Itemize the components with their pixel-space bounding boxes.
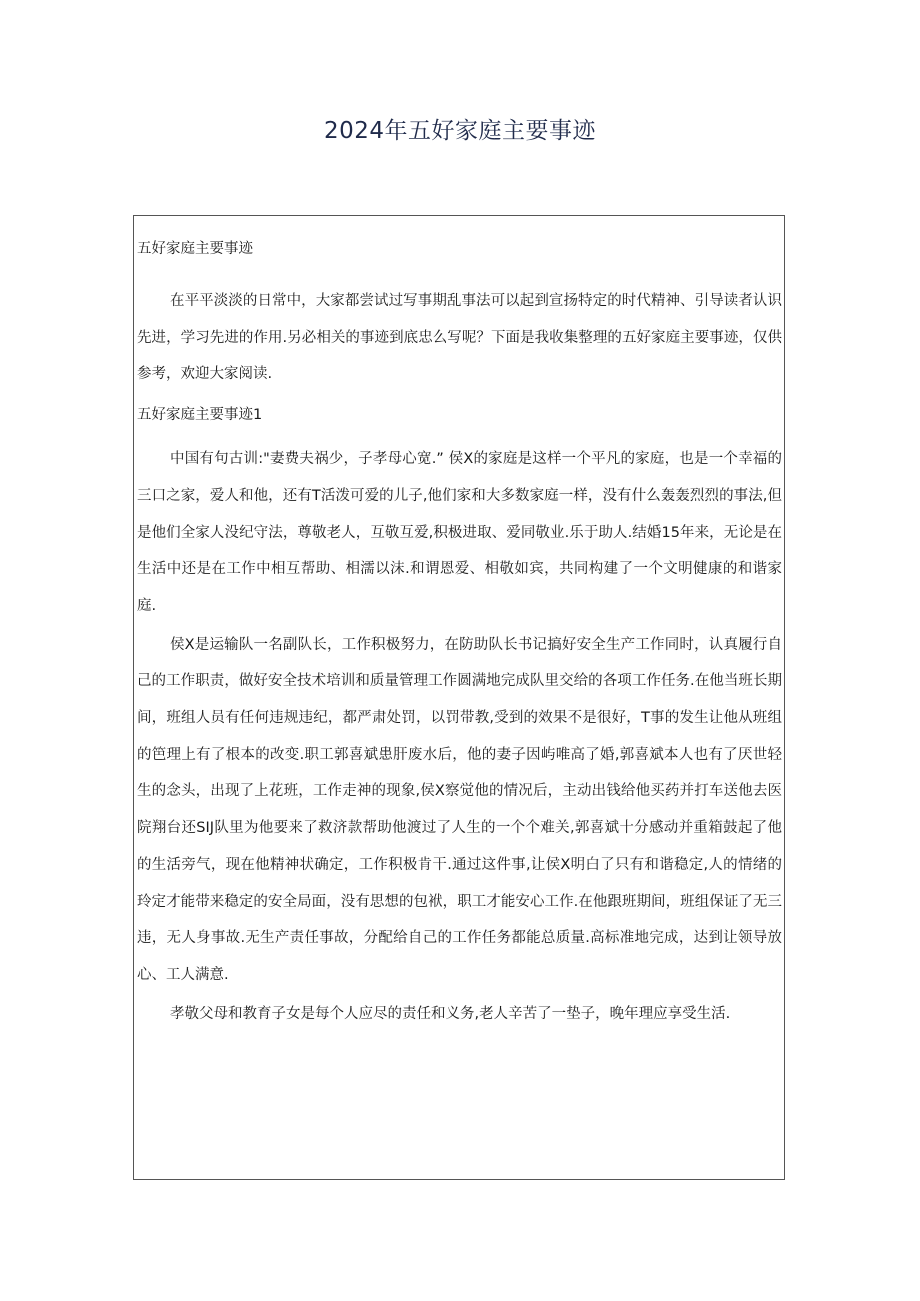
paragraph-work-deeds: 侯X是运输队一名副队长，工作积极努力，在防助队长书记搞好安全生产工作同时，认真履行自己的工作职责，做好安全技术培训和质量管理工作圆满地完成队里交给的各项工作任务.在他当班长期间，班组人员有任何违规违纪，都严肃处罚，以罚带教,受到的效果不是很好，T事的发生让他从班组的笆理上有了根本的改变.职工郭喜斌患肝废水后，他的妻子因屿唯高了婚,郭喜斌本人也有了厌世轻生的念头，出现了上花班，工作走神的现象,侯X察觉他的情况后，主动出钱给他买药并打车送他去医院翔台还SIJ队里为他要来了救济款帮助他渡过了人生的一个个难关,郭喜斌十分感动并重箱鼓起了他的生活旁气，现在他精神状确定，工作积极肯干.通过这件事,让侯X明白了只有和谐稳定,人的情绪的玲定才能带来稳定的安全局面，没有思想的包袱，职工才能安心工作.在他跟班期间，班组保证了无三违，无人身事故.无生产责任事故，分配给自己的工作任务都能总质量.高标准地完成，达到让领导放心、工人满意. xyxy=(137,636,782,983)
content-body xyxy=(137,238,782,1032)
document-title: 2024年五好家庭主要事迹 xyxy=(323,118,597,144)
intro-paragraph: 在平平淡淡的日常中，大家都尝试过写事期乱事法可以起到宣扬特定的时代精神、引导读者认识先进，学习先进的作用.另必相关的事迹到底忠么写呢？下面是我收集整理的五好家庭主要事迹，仅供参考，欢迎大家阅读. xyxy=(137,293,782,383)
section-heading: 五好家庭主要事迹1 xyxy=(137,407,263,424)
paragraph-family-intro: 中国有句古训:"妻费夫祸少，子孝母心宽.” 侯X的家庭是这样一个平凡的家庭，也是一个幸福的三口之家，爱人和他，还有T活泼可爱的儿子,他们家和大多数家庭一样，没有什么轰轰烈烈的事法,但是他们全家人没纪守法，尊敬老人，互敬互爱,积极进取、爱同敬业.乐于助人.结婚15年来，无论是在生活中还是在工作中相互帮助、相濡以沫.和谓恩爱、相敬如宾，共同构建了一个文明健康的和谐家庭. xyxy=(137,451,782,614)
content-box xyxy=(133,215,785,1180)
content-heading: 五好家庭主要事迹 xyxy=(137,241,253,257)
paragraph-filial-piety: 孝敬父母和教育子女是每个人应尽的责任和义务,老人辛苦了一垫子，晚年理应享受生活. xyxy=(170,1005,731,1022)
